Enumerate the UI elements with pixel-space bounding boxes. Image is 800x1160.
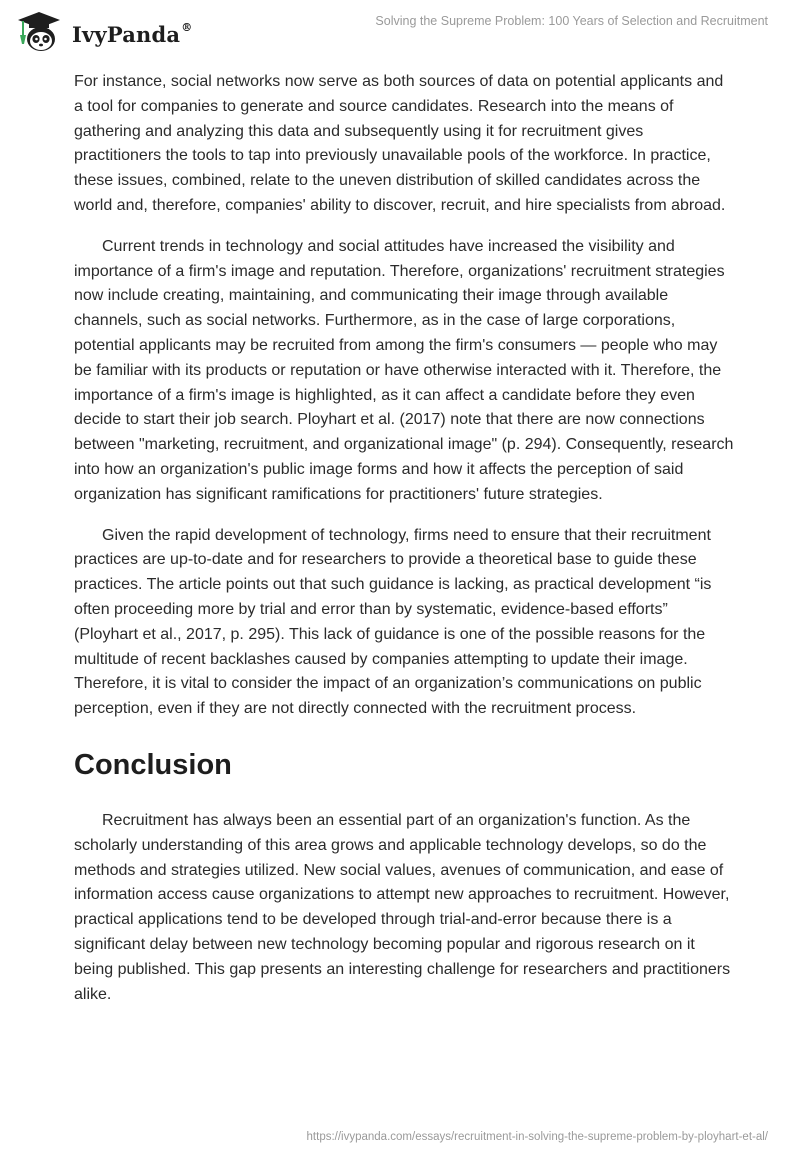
source-url[interactable]: https://ivypanda.com/essays/recruitment-in-solving-the-supreme-problem-by-ployhart-et-al/	[306, 1131, 768, 1143]
body-paragraph: For instance, social networks now serve as both sources of data on potential applicants and a tool for companies to generate and source candidates. Research into the means of gathering and analyzing this data and subsequently using it for recruitment gives practitioners the tools to tap into previously unavailable pools of the workforce. In practice, these issues, combined, relate to the uneven distribution of skilled candidates across the world and, therefore, companies' ability to discover, recruit, and hire specialists from abroad.	[74, 73, 726, 214]
essay-body	[74, 70, 734, 1023]
panda-graduate-icon	[16, 10, 62, 54]
brand-name: IvyPanda®	[72, 20, 193, 47]
body-paragraph: Current trends in technology and social attitudes have increased the visibility and importance of a firm's image and reputation. Therefore, organizations' recruitment strategies now include creating, maintaining, and communicating their image through available channels, such as social networks. Furthermore, as in the case of large corporations, potential applicants may be recruited from among the firm's consumers — people who may be familiar with its products or reputation or have otherwise interacted with it. Therefore, the importance of a firm's image is highlighted, as it can affect a candidate before they even decide to start their job search. Ployhart et al. (2017) note that there are now connections between "marketing, recruitment, and organizational image" (p. 294). Consequently, research into how an organization's public image forms and how it affects the perception of said organization has significant ramifications for practitioners' future strategies.	[74, 237, 734, 503]
body-paragraph: Given the rapid development of technology, firms need to ensure that their recruitment practices are up-to-date and for researchers to provide a theoretical base to guide these practices. The article points out that such guidance is lacking, as practical development “is often proceeding more by trial and error than by systematic, evidence-based efforts” (Ployhart et al., 2017, p. 295). This lack of guidance is one of the possible reasons for the multitude of recent backlashes caused by companies attempting to update their image. Therefore, it is vital to consider the impact of an organization’s communications on public perception, even if they are not directly connected with the recruitment process.	[74, 526, 712, 718]
conclusion-paragraph: Recruitment has always been an essential part of an organization's function. As the scholarly understanding of this area grows and applicable technology develops, so do the methods and strategies utilized. New social values, avenues of communication, and ease of information access cause organizations to attempt new approaches to recruitment. However, practical applications tend to be developed through trial-and-error because there is a significant delay between new technology becoming popular and rigorous research on it being published. This gap presents an interesting challenge for researchers and practitioners alike.	[74, 811, 731, 1003]
conclusion-heading: Conclusion	[74, 748, 232, 781]
document-title: Solving the Supreme Problem: 100 Years of Selection and Recruitment	[375, 14, 768, 28]
brand-logo[interactable]	[16, 10, 192, 54]
